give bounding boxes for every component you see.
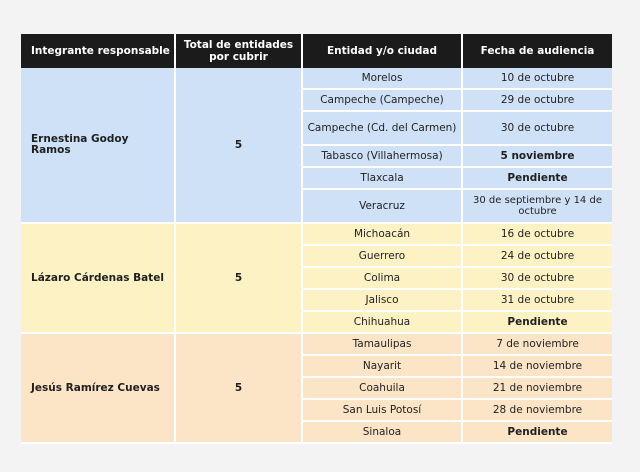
date-cell: 30 de octubre bbox=[463, 112, 612, 146]
header-row bbox=[21, 34, 612, 68]
table-row bbox=[21, 224, 612, 246]
entity-cell: Veracruz bbox=[303, 190, 463, 224]
person-cell: Lázaro Cárdenas Batel bbox=[21, 224, 176, 334]
date-cell: Pendiente bbox=[463, 312, 612, 334]
total-cell: 5 bbox=[176, 224, 303, 334]
date-cell: 16 de octubre bbox=[463, 224, 612, 246]
date-cell: 5 noviembre bbox=[463, 146, 612, 168]
total-cell: 5 bbox=[176, 334, 303, 444]
entity-cell: Guerrero bbox=[303, 246, 463, 268]
header-entity: Entidad y/o ciudad bbox=[303, 34, 463, 68]
entity-cell: Tlaxcala bbox=[303, 168, 463, 190]
date-cell: 29 de octubre bbox=[463, 90, 612, 112]
table-row bbox=[21, 334, 612, 356]
schedule-table bbox=[21, 34, 612, 444]
date-cell: 14 de noviembre bbox=[463, 356, 612, 378]
entity-cell: Colima bbox=[303, 268, 463, 290]
date-cell: 24 de octubre bbox=[463, 246, 612, 268]
date-cell: 30 de octubre bbox=[463, 268, 612, 290]
table-row bbox=[21, 68, 612, 90]
person-cell: Jesús Ramírez Cuevas bbox=[21, 334, 176, 444]
header-total: Total de entidades por cubrir bbox=[176, 34, 303, 68]
date-cell: Pendiente bbox=[463, 168, 612, 190]
table-header bbox=[21, 34, 612, 68]
person-cell: Ernestina Godoy Ramos bbox=[21, 68, 176, 224]
entity-cell: Tamaulipas bbox=[303, 334, 463, 356]
entity-cell: Campeche (Cd. del Carmen) bbox=[303, 112, 463, 146]
entity-cell: Michoacán bbox=[303, 224, 463, 246]
header-person: Integrante responsable bbox=[21, 34, 176, 68]
entity-cell: Tabasco (Villahermosa) bbox=[303, 146, 463, 168]
entity-cell: Sinaloa bbox=[303, 422, 463, 444]
entity-cell: Campeche (Campeche) bbox=[303, 90, 463, 112]
header-date: Fecha de audiencia bbox=[463, 34, 612, 68]
date-cell: 10 de octubre bbox=[463, 68, 612, 90]
entity-cell: Morelos bbox=[303, 68, 463, 90]
entity-cell: San Luis Potosí bbox=[303, 400, 463, 422]
date-cell: Pendiente bbox=[463, 422, 612, 444]
date-cell: 30 de septiembre y 14 de octubre bbox=[463, 190, 612, 224]
entity-cell: Chihuahua bbox=[303, 312, 463, 334]
date-cell: 28 de noviembre bbox=[463, 400, 612, 422]
entity-cell: Coahuila bbox=[303, 378, 463, 400]
total-cell: 5 bbox=[176, 68, 303, 224]
entity-cell: Jalisco bbox=[303, 290, 463, 312]
entity-cell: Nayarit bbox=[303, 356, 463, 378]
date-cell: 31 de octubre bbox=[463, 290, 612, 312]
date-cell: 7 de noviembre bbox=[463, 334, 612, 356]
date-cell: 21 de noviembre bbox=[463, 378, 612, 400]
